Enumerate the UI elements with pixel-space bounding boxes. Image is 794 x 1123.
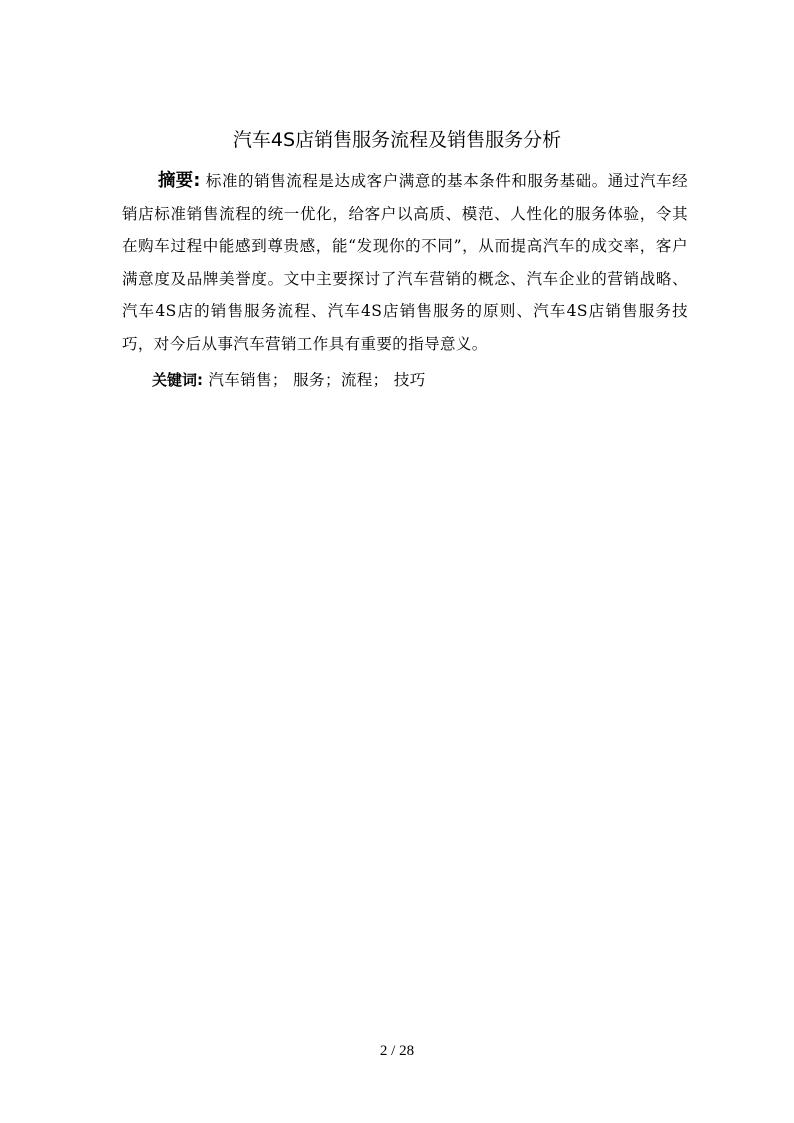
abstract-paragraph	[122, 165, 688, 360]
keywords-label: 关键词:	[152, 371, 203, 389]
keywords-text: 汽车销售； 服务；流程； 技巧	[208, 371, 426, 389]
abstract-text: 标准的销售流程是达成客户满意的基本条件和服务基础。通过汽车经销店标准销售流程的统一优化，给客户以高质、模范、人性化的服务体验，令其在购车过程中能感到尊贵感，能“发现你的不同”，从而提高汽车的成交率，客户满意度及品牌美誉度。文中主要探讨了汽车营销的概念、汽车企业的营销战略、汽车4S店的销售服务流程、汽车4S店销售服务的原则、汽车4S店销售服务技巧，对今后从事汽车营销工作具有重要的指导意义。	[122, 172, 689, 353]
abstract-label: 摘要:	[158, 171, 201, 191]
page-number: 2 / 28	[379, 1043, 415, 1059]
document-title: 汽车4S店销售服务流程及销售服务分析	[232, 129, 562, 151]
keywords-line	[152, 365, 426, 395]
